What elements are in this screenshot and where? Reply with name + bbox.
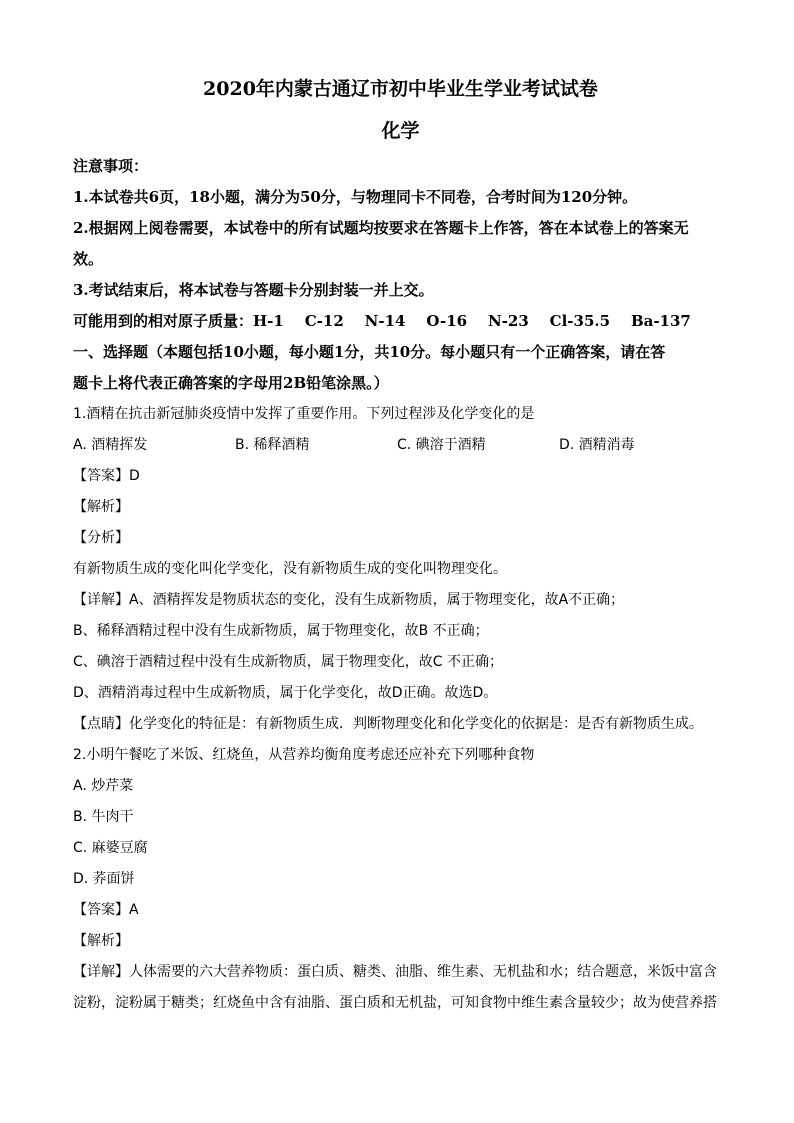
notes-item-3: 3.考试结束后，将本试卷与答题卡分别封装一并上交。 [73,281,434,299]
option-d: D. 酒精消毒 [559,437,635,453]
exam-title: 2020年内蒙古通辽市初中毕业生学业考试试卷 [203,78,598,100]
atomic-masses: 可能用到的相对原子质量：H-1 C-12 N-14 O-16 N-23 Cl-35.5 Ba-137 [73,312,691,330]
question-1-stem: 1.酒精在抗击新冠肺炎疫情中发挥了重要作用。下列过程涉及化学变化的是 [73,406,535,422]
question-2-detail-line-2: 淀粉，淀粉属于糖类；红烧鱼中含有油脂、蛋白质和无机盐，可知食物中维生素含量较少；故为使营养搭 [73,995,717,1011]
question-1-answer: 【答案】D [73,468,140,484]
question-1-analysis-tag: 【解析】 [73,499,129,515]
question-1-detail-2: B、稀释酒精过程中没有生成新物质，属于物理变化，故B 不正确； [73,623,489,639]
question-2-option-a: A. 炒芹菜 [73,778,134,794]
notes-item-2-line-2: 效。 [73,250,104,268]
exam-page [73,70,728,1024]
question-1-options [73,435,728,455]
notes-item-2-line-1: 2.根据网上阅卷需要，本试卷中的所有试题均按要求在答题卡上作答，答在本试卷上的答案无 [73,219,689,237]
option-a: A. 酒精挥发 [73,437,148,453]
notes-heading: 注意事项： [73,157,149,175]
question-1-detail-1: 【详解】A、酒精挥发是物质状态的变化，没有生成新物质，属于物理变化，故A不正确； [73,592,625,608]
question-2-option-c: C. 麻婆豆腐 [73,840,148,856]
question-2-option-d: D. 荞面饼 [73,871,135,887]
section-1-heading-line-2: 题卡上将代表正确答案的字母用2B铅笔涂黑。） [73,374,389,392]
notes-item-1: 1.本试卷共6页，18小题，满分为50分，与物理同卡不同卷，合考时间为120分钟。 [73,188,638,206]
question-2-detail-line-1: 【详解】人体需要的六大营养物质：蛋白质、糖类、油脂、维生素、无机盐和水；结合题意，米饭中富含 [73,964,717,980]
question-1-detail-3: C、碘溶于酒精过程中没有生成新物质，属于物理变化，故C 不正确； [73,654,503,670]
question-1-fenxi: 有新物质生成的变化叫化学变化，没有新物质生成的变化叫物理变化。 [73,561,507,577]
question-2-stem: 2.小明午餐吃了米饭、红烧鱼，从营养均衡角度考虑还应补充下列哪种食物 [73,747,535,763]
question-1-comment: 【点睛】化学变化的特征是：有新物质生成．判断物理变化和化学变化的依据是：是否有新物质生成。 [73,716,703,732]
question-2-answer: 【答案】A [73,902,139,918]
question-2-analysis-tag: 【解析】 [73,933,129,949]
question-2-option-b: B. 牛肉干 [73,809,134,825]
question-1-detail-4: D、酒精消毒过程中生成新物质，属于化学变化，故D正确。故选D。 [73,685,498,701]
subject-title: 化学 [381,120,420,142]
option-c: C. 碘溶于酒精 [397,437,486,453]
question-1-fenxi-tag: 【分析】 [73,530,129,546]
section-1-heading-line-1: 一、选择题（本题包括10小题，每小题1分，共10分。每小题只有一个正确答案，请在答 [73,343,666,361]
option-b: B. 稀释酒精 [235,437,310,453]
